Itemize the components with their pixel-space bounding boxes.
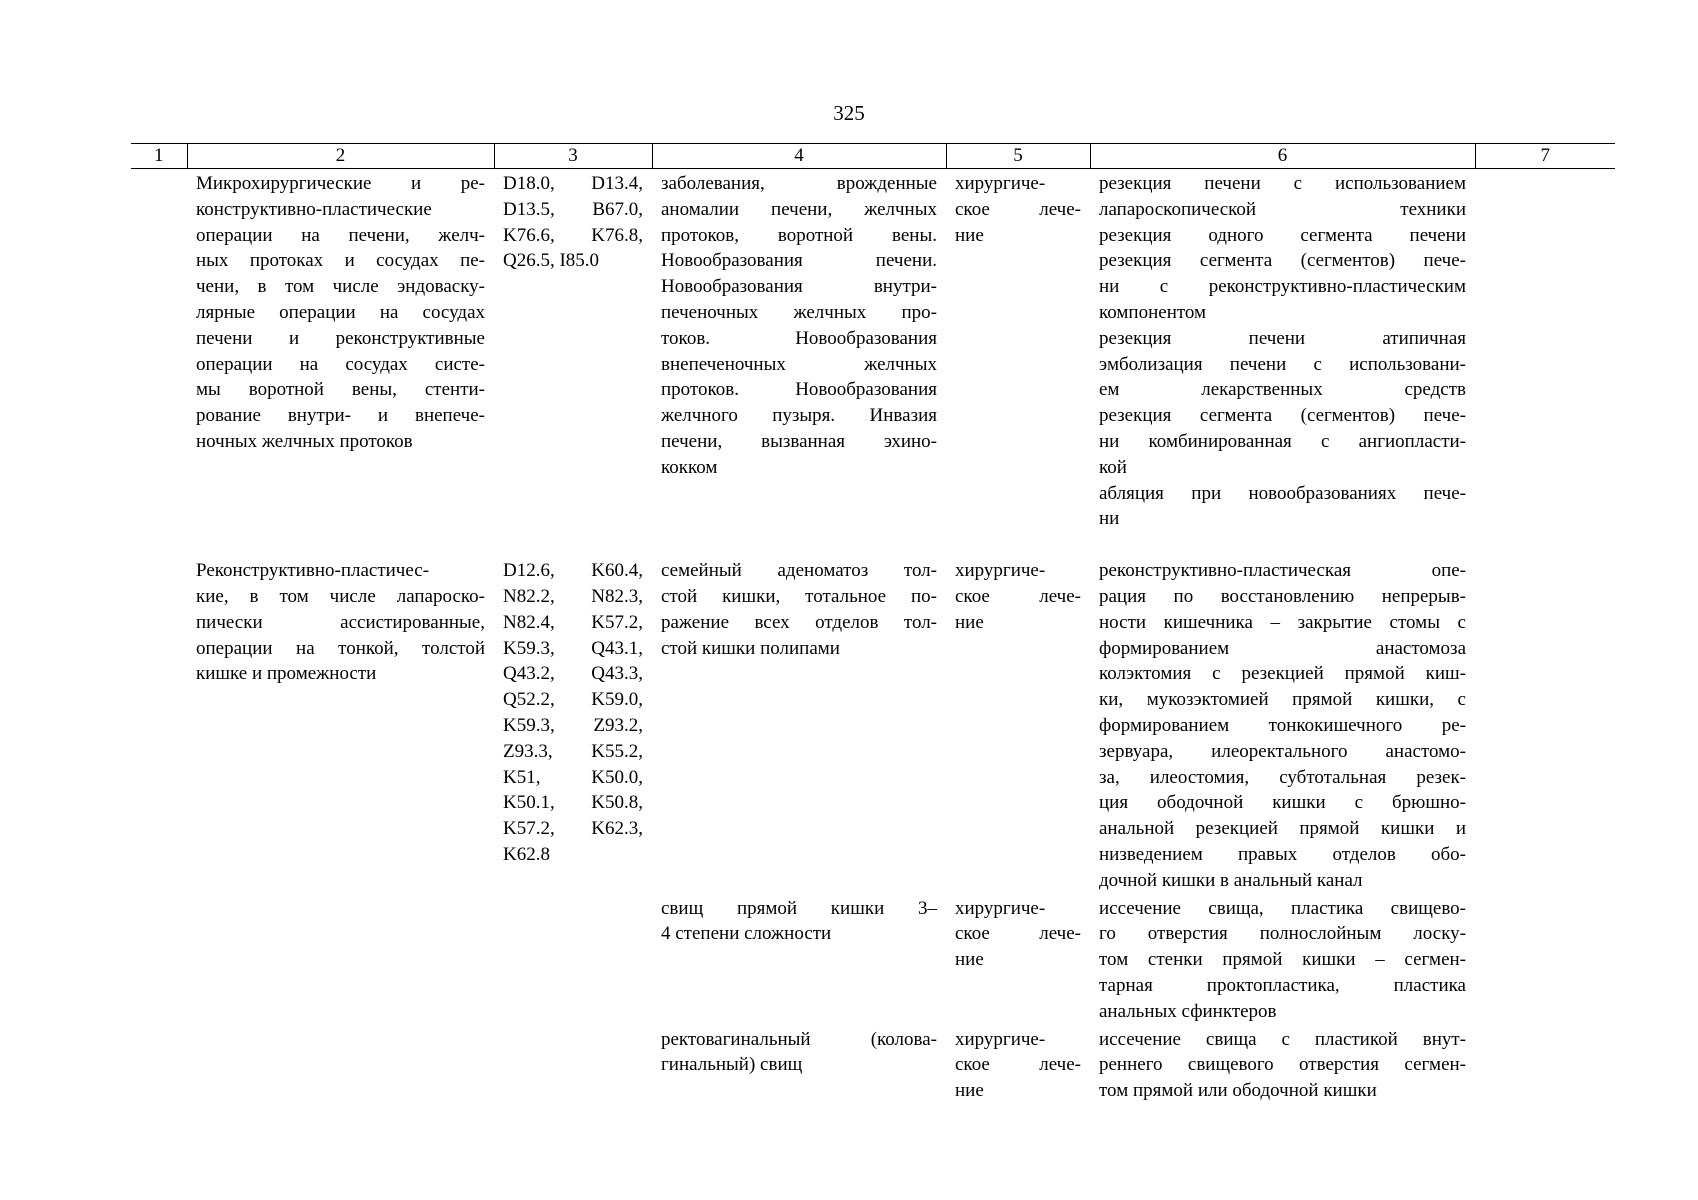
treatment-method-cell [1090,1025,1475,1104]
cell-text-line: операции на сосудах систе- [196,353,485,375]
diagnosis-cell [652,169,946,533]
cell-text-line: формированием анастомоза [1099,637,1466,659]
spacer-cell [494,532,652,556]
cell-text-line: реннего свищевого отверстия сегмен- [1099,1054,1466,1076]
cell-text-line: за, илеостомия, субтотальная резек- [1099,766,1466,788]
cell-text-line: N82.2, N82.3, [503,585,643,607]
header-col-3: 3 [494,144,652,169]
icd-codes-cell [494,894,652,1025]
cell-text-line: Новообразования внутри- [661,276,937,298]
cell-text-line: Реконструктивно-пластичес- [196,560,430,582]
cell-text-line: том стенки прямой кишки – сегмен- [1099,949,1466,971]
diagnosis-cell [652,556,946,893]
cell-text-line: K76.6, K76.8, [503,224,643,246]
method-name-cell [187,1025,494,1104]
cell-text-line: анальных сфинктеров [1099,1000,1277,1022]
spacer-cell [1090,532,1475,556]
cell-text-line: ки, мукозэктомией прямой кишки, с [1099,689,1466,711]
treatment-type-cell [946,1025,1090,1104]
cell-text-line: K57.2, K62.3, [503,818,643,840]
row-spacer [131,532,1615,556]
header-row [131,144,1615,169]
cell-text-line: K59.3, Q43.1, [503,637,643,659]
cell-text-line: анальной резекцией прямой кишки и [1099,818,1466,840]
treatment-method-cell [1090,556,1475,893]
treatment-type-cell [946,556,1090,893]
header-col-1: 1 [131,144,187,169]
row-number-cell [131,1025,187,1104]
cost-cell [1475,169,1615,533]
cell-text-line: реконструктивно-пластическая опе- [1099,560,1466,582]
cell-text-line: ни комбинированная с ангиопласти- [1099,430,1466,452]
spacer-cell [131,532,187,556]
cell-text-line: компонентом [1099,301,1207,323]
cell-text-line: кокком [661,456,718,478]
cell-text-line: ни с реконструктивно-пластическим [1099,276,1466,298]
cell-text-line: ем лекарственных средств [1099,379,1466,401]
cell-text-line: лапароскопической техники [1099,198,1466,220]
cell-text-line: ние [955,949,984,971]
row-number-cell [131,556,187,893]
cell-text-line: хирургиче- [955,173,1046,194]
cell-text-line: тарная проктопластика, пластика [1099,974,1466,996]
cell-text-line: Q43.2, Q43.3, [503,663,643,685]
cost-cell [1475,556,1615,893]
table-row [131,169,1615,533]
cost-cell [1475,894,1615,1025]
cell-text-line: ночных желчных протоков [196,430,413,452]
table-row [131,1025,1615,1104]
cell-text-line: го отверстия полнослойным лоску- [1099,923,1466,945]
cell-text-line: K51, K50.0, [503,766,643,788]
cell-text-line: кой [1099,456,1127,478]
cell-text-line: ское лече- [955,585,1081,607]
cost-cell [1475,1025,1615,1104]
cell-text-line: операции на печени, желч- [196,224,485,246]
cell-text-line: иссечение свища с пластикой внут- [1099,1028,1466,1050]
cell-text-line: D12.6, K60.4, [503,560,643,582]
cell-text-line: резекция одного сегмента печени [1099,224,1466,246]
cell-text-line: эмболизация печени с использовани- [1099,353,1466,375]
cell-text-line: ных протоках и сосудах пе- [196,250,485,272]
method-name-cell [187,894,494,1025]
icd-codes-cell [494,556,652,893]
spacer-cell [1475,532,1615,556]
method-name-cell [187,556,494,893]
cell-text-line: токов. Новообразования [661,327,937,349]
spacer-cell [652,532,946,556]
cell-text-line: заболевания, врожденные [661,173,937,194]
cell-text-line: K50.1, K50.8, [503,792,643,814]
cell-text-line: кие, в том числе лапароско- [196,585,485,607]
cell-text-line: ское лече- [955,923,1081,945]
cell-text-line: D18.0, D13.4, [503,173,643,194]
cell-text-line: резекция сегмента (сегментов) пече- [1099,250,1466,272]
row-number-cell [131,169,187,533]
cell-text-line: зервуара, илеоректального анастомо- [1099,740,1466,762]
cell-text-line: желчного пузыря. Инвазия [661,405,937,427]
cell-text-line: резекция сегмента (сегментов) пече- [1099,405,1466,427]
cell-text-line: хирургиче- [955,1028,1046,1050]
cell-text-line: Q52.2, K59.0, [503,689,643,711]
cell-text-line: печеночных желчных про- [661,301,937,323]
spacer-cell [187,532,494,556]
cell-text-line: ние [955,611,984,633]
cell-text-line: протоков, воротной вены. [661,224,937,246]
header-col-5: 5 [946,144,1090,169]
page-number: 325 [833,101,865,125]
cell-text-line: хирургиче- [955,897,1046,919]
cell-text-line: формированием тонкокишечного ре- [1099,714,1466,736]
treatment-type-cell [946,169,1090,533]
cell-text-line: дочной кишки в анальный канал [1099,869,1363,891]
icd-codes-cell [494,1025,652,1104]
cell-text-line: рование внутри- и внепече- [196,405,485,427]
cell-text-line: резекция печени с использованием [1099,173,1466,194]
cell-text-line: операции на тонкой, толстой [196,637,485,659]
cell-text-line: ское лече- [955,1054,1081,1076]
cell-text-line: внепеченочных желчных [661,353,937,375]
cell-text-line: гинальный) свищ [661,1054,803,1076]
cell-text-line: печени, вызванная эхино- [661,430,937,452]
cell-text-line: ция ободочной кишки с брюшно- [1099,792,1466,814]
header-col-6: 6 [1090,144,1475,169]
cell-text-line: свищ прямой кишки 3– [661,897,937,919]
cell-text-line: ское лече- [955,198,1081,220]
cell-text-line: колэктомия с резекцией прямой киш- [1099,663,1466,685]
cell-text-line: иссечение свища, пластика свищево- [1099,897,1466,919]
treatment-method-cell [1090,894,1475,1025]
cell-text-line: рация по восстановлению непрерыв- [1099,585,1466,607]
cell-text-line: Q26.5, I85.0 [503,250,600,272]
header-col-2: 2 [187,144,494,169]
cell-text-line: ние [955,224,984,246]
cell-text-line: семейный аденоматоз тол- [661,560,937,582]
treatment-type-cell [946,894,1090,1025]
cell-text-line: Новообразования печени. [661,250,937,272]
services-table [131,143,1615,1104]
cell-text-line: чени, в том числе эндоваску- [196,276,485,298]
cell-text-line: 4 степени сложности [661,923,832,945]
cell-text-line: лярные операции на сосудах [196,301,485,323]
header-col-7: 7 [1475,144,1615,169]
cell-text-line: хирургиче- [955,560,1046,582]
cell-text-line: N82.4, K57.2, [503,611,643,633]
cell-text-line: аномалии печени, желчных [661,198,937,220]
cell-text-line: ни [1099,508,1120,530]
table-row [131,556,1615,893]
cell-text-line: том прямой или ободочной кишки [1099,1080,1377,1102]
cell-text-line: K62.8 [503,843,550,865]
diagnosis-cell [652,1025,946,1104]
cell-text-line: протоков. Новообразования [661,379,937,401]
cell-text-line: мы воротной вены, стенти- [196,379,485,401]
cell-text-line: стой кишки полипами [661,637,840,659]
cell-text-line: ректовагинальный (колова- [661,1028,937,1050]
cell-text-line: ние [955,1080,984,1102]
cell-text-line: ности кишечника – закрытие стомы с [1099,611,1466,633]
row-number-cell [131,894,187,1025]
cell-text-line: конструктивно-пластические [196,198,432,220]
diagnosis-cell [652,894,946,1025]
cell-text-line: Микрохирургические и ре- [196,173,485,194]
cell-text-line: K59.3, Z93.2, [503,714,643,736]
cell-text-line: резекция печени атипичная [1099,327,1466,349]
cell-text-line: стой кишки, тотальное по- [661,585,937,607]
header-col-4: 4 [652,144,946,169]
method-name-cell [187,169,494,533]
cell-text-line: D13.5, B67.0, [503,198,643,220]
cell-text-line: кишке и промежности [196,663,377,685]
spacer-cell [946,532,1090,556]
cell-text-line: ражение всех отделов тол- [661,611,937,633]
cell-text-line: абляция при новообразованиях пече- [1099,482,1466,504]
icd-codes-cell [494,169,652,533]
cell-text-line: пически ассистированные, [196,611,485,633]
treatment-method-cell [1090,169,1475,533]
table-row [131,894,1615,1025]
cell-text-line: Z93.3, K55.2, [503,740,643,762]
cell-text-line: печени и реконструктивные [196,327,485,349]
cell-text-line: низведением правых отделов обо- [1099,843,1466,865]
table-body [131,169,1615,1104]
